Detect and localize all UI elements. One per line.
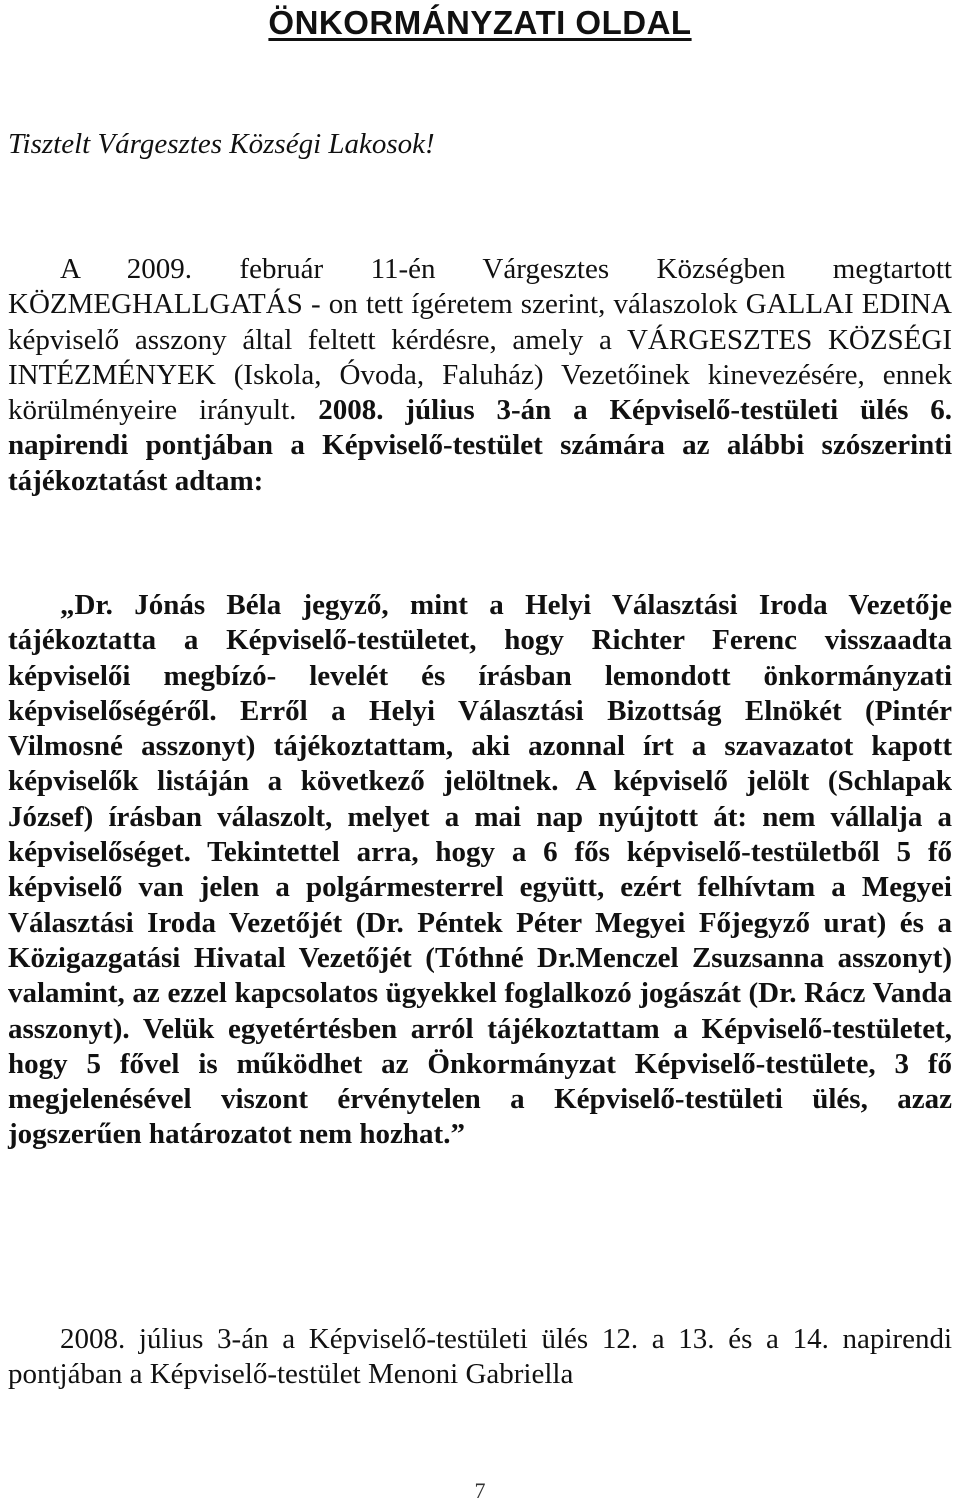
paragraph-3-text: 2008. július 3-án a Képviselő-testületi ülés 12. a 13. és a 14. napirendi pontjában a Képviselő-testület Menoni Gabriella [8,1323,952,1391]
page-number: 7 [474,1478,486,1503]
paragraph-3 [8,1322,952,1393]
paragraph-1-intro: A 2009. február 11-én Várgesztes Községben megtartott KÖZMEGHALLGATÁS - on tett ígéretem szerint, válaszolok GALLAI EDINA képviselő asszony által feltett kérdésre, amely a VÁRGESZTES KÖZSÉGI INTÉZMÉNYEK (Iskola, Óvoda, Faluház) Vezetőinek kinevezésére, ennek körülményeire irányult. [8,253,952,427]
paragraph-1-bold: 2008. július 3-án a Képviselő-testületi ülés 6. napirendi pontjában a Képviselő-testület számára az alábbi szószerinti tájékoztatást adtam: [8,394,953,497]
paragraph-1 [8,252,952,499]
paragraph-2-quote: „Dr. Jónás Béla jegyző, mint a Helyi Választási Iroda Vezetője tájékoztatta a Képviselő-testületet, hogy Richter Ferenc visszaadta képviselői megbízó- levelét és írásban lemondott önkormányzati képviselőségéről. Erről a Helyi Választási Bizottság Elnökét (Pintér Vilmosné asszonyt) tájékoztattam, aki azonnal írt a szavazatot kapott képviselők listáján a következő jelöltnek. A képviselő jelölt (Schlapak József) írásban válaszolt, melyet a mai nap nyújtott át: nem vállalja a képviselőséget. Tekintettel arra, hogy a 6 fős képviselő-testületből 5 fő képviselő van jelen a polgármesterrel együtt, ezért felhívtam a Megyei Választási Iroda Vezetőjét (Dr. Péntek Péter Megyei Főjegyző urat) és a Közigazgatási Hivatal Vezetőjét (Tóthné Dr.Menczel Zsuzsanna asszonyt) valamint, az ezzel kapcsolatos ügyekkel foglalkozó jogászát (Dr. Rácz Vanda asszonyt). Velük egyetértésben arról tájékoztattam a Képviselő-testületet, hogy 5 fővel is működhet az Önkormányzat Képviselő-testülete, 3 fő megjelenésével viszont érvénytelen a Képviselő-testületi ülés, azaz jogszerűen határozatot nem hozhat.” [8,589,952,1151]
page-title: ÖNKORMÁNYZATI OLDAL [268,4,692,41]
salutation: Tisztelt Várgesztes Községi Lakosok! [8,128,435,160]
